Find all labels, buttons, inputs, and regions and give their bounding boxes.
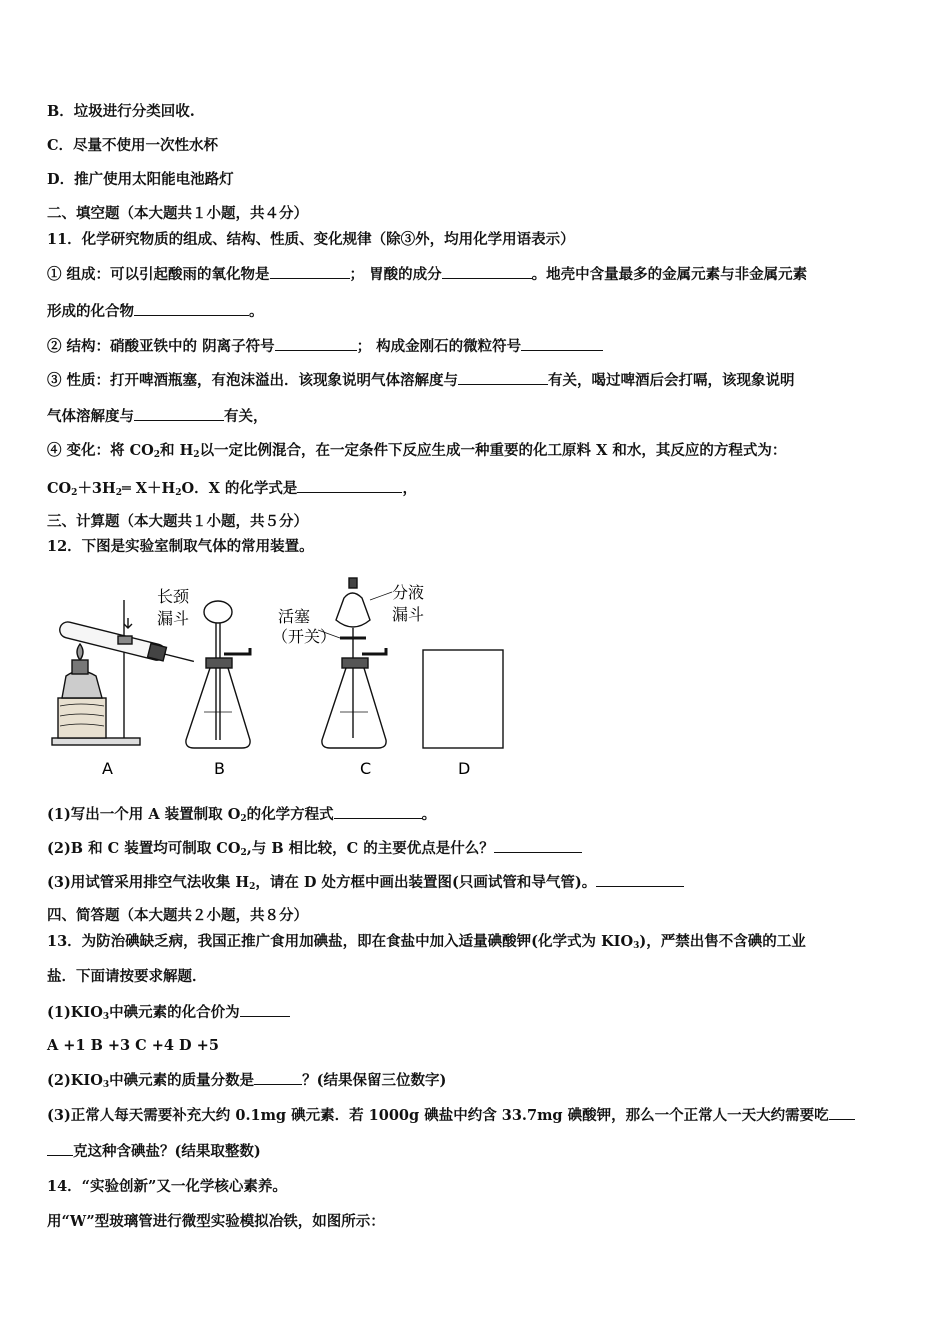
q11-equation: $CO_2+3H_2═$ $X+H_2O$．X 的化学式是 ，	[47, 480, 417, 498]
option-d: D．推广使用太阳能电池路灯	[47, 171, 234, 188]
option-b: B．垃圾进行分类回收.	[47, 103, 195, 120]
answer-blank[interactable]	[494, 838, 582, 853]
q11-stem: 11．化学研究物质的组成、结构、性质、变化规律（除③外，均用化学用语表示）	[47, 231, 575, 248]
section2-heading: 二、填空题（本大题共１小题，共４分）	[47, 205, 308, 222]
apparatus-c	[318, 578, 392, 748]
q11-part3-line1: ③ 性质：打开啤酒瓶塞，有泡沫溢出．该现象说明气体溶解度与 有关，喝过啤酒后会打嗝，该现象说明	[47, 372, 795, 389]
caption-c: C	[360, 759, 372, 778]
q11-part1-line2: 形成的化合物 。	[47, 303, 264, 320]
answer-blank[interactable]	[442, 264, 532, 279]
answer-blank[interactable]	[134, 301, 249, 316]
label-sep-funnel-1: 分液	[392, 583, 425, 602]
apparatus-b	[186, 601, 250, 748]
answer-blank[interactable]	[47, 1141, 73, 1156]
q14-line2: 用“W”型玻璃管进行微型实验模拟冶铁，如图所示：	[47, 1213, 385, 1230]
answer-blank[interactable]	[521, 336, 603, 351]
q11-part2: ② 结构：硝酸亚铁中的 阴离子符号 ； 构成金刚石的微粒符号	[47, 336, 603, 357]
caption-b: B	[214, 759, 225, 778]
q12-sub1: (1)写出一个用 A 装置制取 $O_2$的化学方程式 。	[47, 806, 437, 824]
answer-blank[interactable]	[596, 872, 684, 887]
q13-sub2: $(2)KIO_3$中碘元素的质量分数是 ？(结果保留三位数字)	[47, 1072, 447, 1090]
q13-sub1: $(1)KIO_3$中碘元素的化合价为	[47, 1002, 290, 1027]
label-valve-2: （开关）	[272, 627, 337, 646]
answer-blank[interactable]	[334, 804, 422, 819]
q13-sub3-line1: (3)正常人每天需要补充大约 0.1mg 碘元素．若 1000g 碘盐中约含 33.7mg 碘酸钾，那么一个正常人一天大约需要吃	[47, 1105, 855, 1126]
label-sep-funnel-2: 漏斗	[392, 605, 425, 624]
answer-blank[interactable]	[254, 1070, 302, 1085]
q13-sub3-line2: 克这种含碘盐？(结果取整数)	[47, 1141, 261, 1162]
answer-blank[interactable]	[240, 1002, 290, 1017]
q11-part3-line2: 气体溶解度与 有关，	[47, 408, 268, 425]
answer-blank[interactable]	[134, 406, 224, 421]
label-long-funnel-2: 漏斗	[157, 609, 190, 628]
q13-choices: A +1 B +3 C +4 D +5	[47, 1037, 219, 1054]
apparatus-figure	[40, 570, 520, 785]
q12-sub2: (2)B 和 C 装置均可制取 $CO_2$,与 B 相比较，C 的主要优点是什么？	[47, 838, 582, 863]
q11-part4: ④ 变化：将 $CO_2$和 $H_2$以一定比例混合，在一定条件下反应生成一种重要的化工原料 X 和水，其反应的方程式为：	[47, 442, 787, 460]
q13-stem-line2: 盐．下面请按要求解题．	[47, 968, 207, 985]
section4-heading: 四、简答题（本大题共２小题，共８分）	[47, 907, 308, 924]
caption-a: A	[102, 759, 113, 778]
q14-stem: 14．“实验创新”又一化学核心素养。	[47, 1178, 287, 1195]
answer-blank[interactable]	[297, 478, 402, 493]
answer-blank[interactable]	[829, 1105, 855, 1120]
label-long-funnel-1: 长颈	[157, 587, 190, 606]
apparatus-d-box[interactable]	[423, 650, 503, 748]
q12-stem: 12．下图是实验室制取气体的常用装置。	[47, 538, 314, 555]
option-c: C．尽量不使用一次性水杯	[47, 137, 219, 154]
answer-blank[interactable]	[458, 370, 548, 385]
q11-part1-line1: ① 组成：可以引起酸雨的氧化物是 ； 胃酸的成分 。地壳中含量最多的金属元素与非金属元素	[47, 266, 808, 283]
q12-sub3: (3)用试管采用排空气法收集 $H_2$，请在 D 处方框中画出装置图(只画试管和导气管)。	[47, 872, 684, 897]
answer-blank[interactable]	[270, 264, 350, 279]
section3-heading: 三、计算题（本大题共１小题，共５分）	[47, 513, 308, 530]
answer-blank[interactable]	[275, 336, 357, 351]
caption-d: D	[458, 759, 471, 778]
label-valve-1: 活塞	[278, 607, 311, 626]
q13-stem-line1: 13．为防治碘缺乏病，我国正推广食用加碘盐，即在食盐中加入适量碘酸钾(化学式为 $KIO_3$)，严禁出售不含碘的工业	[47, 933, 806, 951]
